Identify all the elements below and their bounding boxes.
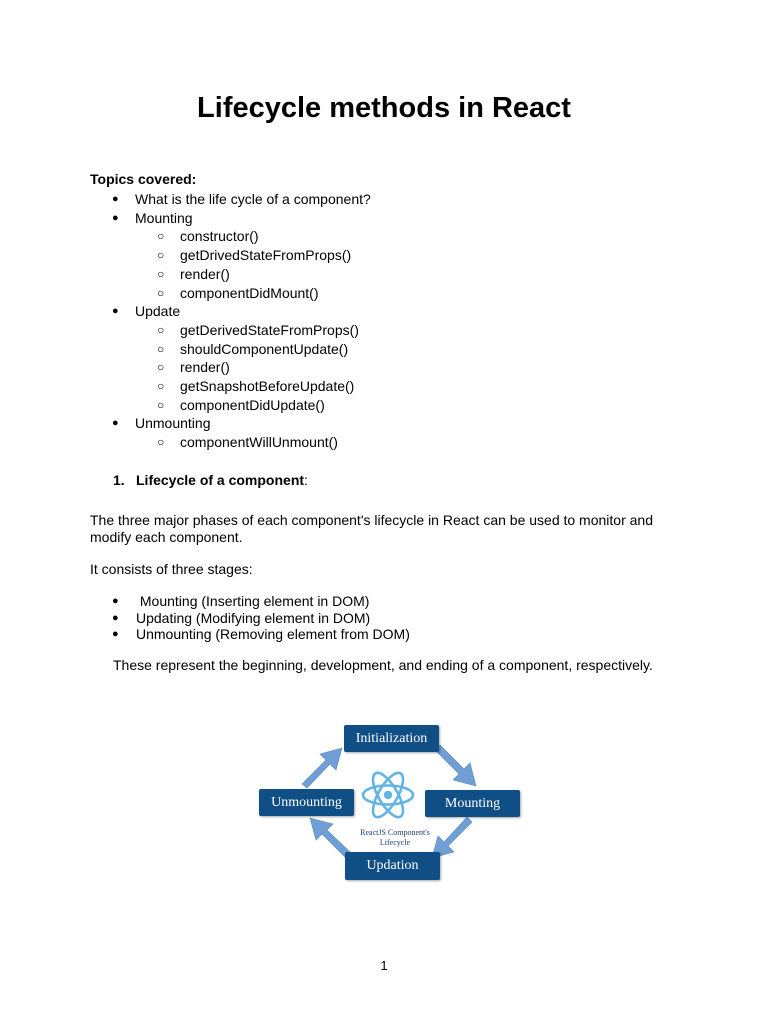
unmounting-box: Unmounting bbox=[259, 789, 354, 816]
closing-paragraph: These represent the beginning, development, and ending of a component, respectively. bbox=[113, 657, 653, 673]
react-logo-icon bbox=[363, 769, 413, 822]
lifecycle-diagram bbox=[250, 718, 530, 890]
topics-label: Topics covered: bbox=[90, 171, 197, 187]
topic-item: ● Unmounting bbox=[90, 414, 371, 433]
section-heading bbox=[113, 472, 308, 488]
stages-intro: It consists of three stages: bbox=[90, 561, 253, 577]
page-number: 1 bbox=[380, 958, 388, 973]
intro-paragraph: The three major phases of each component's lifecycle in React can be used to monitor and modify each component. bbox=[90, 512, 653, 545]
stage-item-mounting: ● Mounting (Inserting element in DOM) bbox=[90, 593, 410, 610]
section-heading-suffix: : bbox=[304, 472, 308, 488]
topic-item: ● Update bbox=[90, 302, 371, 321]
stages-list bbox=[90, 593, 410, 643]
topic-subitem: ○ componentDidUpdate() bbox=[90, 396, 371, 415]
diagram-caption-line1: ReactJS Component's bbox=[360, 828, 430, 837]
topic-subitem: ○ getDrivedStateFromProps() bbox=[90, 246, 371, 265]
arrow-unmounting-to-initialization bbox=[302, 748, 342, 788]
topic-subitem: ○ constructor() bbox=[90, 227, 371, 246]
topic-subitem: ○ getDerivedStateFromProps() bbox=[90, 321, 371, 340]
initialization-box: Initialization bbox=[344, 725, 439, 752]
document-title: Lifecycle methods in React bbox=[197, 92, 571, 124]
section-number: 1. bbox=[113, 472, 125, 488]
topic-subitem: ○ getSnapshotBeforeUpdate() bbox=[90, 377, 371, 396]
section-heading-text: Lifecycle of a component bbox=[136, 472, 305, 488]
topic-subitem: ○ componentDidMount() bbox=[90, 284, 371, 303]
topic-subitem: ○ componentWillUnmount() bbox=[90, 433, 371, 452]
diagram-caption-line2: Lifecycle bbox=[379, 838, 411, 847]
topic-subitem: ○ render() bbox=[90, 265, 371, 284]
stage-item-updating: ● Updating (Modifying element in DOM) bbox=[90, 610, 410, 627]
diagram-caption bbox=[345, 828, 445, 848]
topics-list bbox=[90, 190, 371, 452]
updation-box: Updation bbox=[345, 852, 440, 880]
topic-item: ● Mounting bbox=[90, 209, 371, 228]
mounting-box: Mounting bbox=[425, 790, 520, 817]
stage-item-unmounting: ● Unmounting (Removing element from DOM) bbox=[90, 626, 410, 643]
arrow-initialization-to-mounting bbox=[435, 745, 476, 786]
topic-subitem: ○ render() bbox=[90, 358, 371, 377]
topic-item: ● What is the life cycle of a component? bbox=[90, 190, 371, 209]
topic-subitem: ○ shouldComponentUpdate() bbox=[90, 340, 371, 359]
